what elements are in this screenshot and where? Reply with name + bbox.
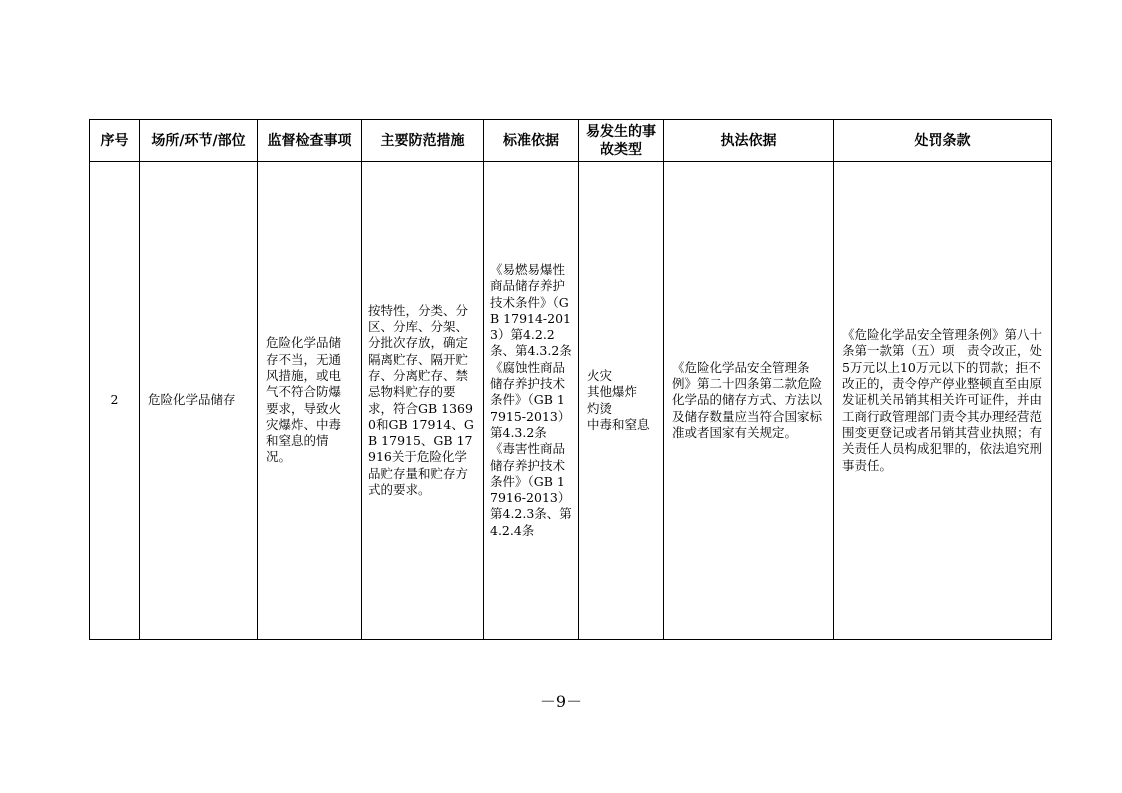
page-number: －9－ <box>539 692 583 711</box>
header-location: 场所/环节/部位 <box>140 120 258 162</box>
header-penalty: 处罚条款 <box>834 120 1052 162</box>
header-measures: 主要防范措施 <box>362 120 484 162</box>
header-standards: 标准依据 <box>484 120 579 162</box>
row-measures: 按特性，分类、分区、分库、分架、分批次存放，确定隔离贮存、隔开贮存、分离贮存、禁忌物料贮存的要求，符合GB 13690和GB 17914、GB 17915、GB 17916关于危险化学品贮存量和贮存方式的要求。 <box>362 162 484 640</box>
row-location: 危险化学品储存 <box>140 162 258 640</box>
header-accident-types: 易发生的事故类型 <box>579 120 664 162</box>
header-number: 序号 <box>90 120 140 162</box>
row-legal-basis: 《危险化学品安全管理条例》第二十四条第二款危险化学品的储存方式、方法以及储存数量应当符合国家标准或者国家有关规定。 <box>664 162 834 640</box>
header-row <box>90 120 1052 162</box>
table-row <box>90 162 1052 640</box>
header-legal-basis: 执法依据 <box>664 120 834 162</box>
row-accident-types: 火灾 其他爆炸 灼烫 中毒和窒息 <box>579 162 664 640</box>
row-penalty: 《危险化学品安全管理条例》第八十条第一款第（五）项 责令改正，处5万元以上10万元以下的罚款；拒不改正的，责令停产停业整顿直至由原发证机关吊销其相关许可证件，并由工商行政管理部门责令其办理经营范围变更登记或者吊销其营业执照；有关责任人员构成犯罪的，依法追究刑事责任。 <box>834 162 1052 640</box>
header-inspection-item: 监督检查事项 <box>258 120 362 162</box>
regulation-table <box>89 119 1052 640</box>
row-standards: 《易燃易爆性商品储存养护技术条件》（GB 17914-2013）第4.2.2条、第4.3.2条 《腐蚀性商品储存养护技术条件》（GB 17915-2013）第4.3.2条 《毒害性商品储存养护技术条件》（GB 17916-2013）第4.2.3条、第4.2.4条 <box>484 162 579 640</box>
row-number: 2 <box>90 162 140 640</box>
row-inspection-item: 危险化学品储存不当，无通风措施，或电气不符合防爆要求，导致火灾爆炸、中毒和窒息的情况。 <box>258 162 362 640</box>
